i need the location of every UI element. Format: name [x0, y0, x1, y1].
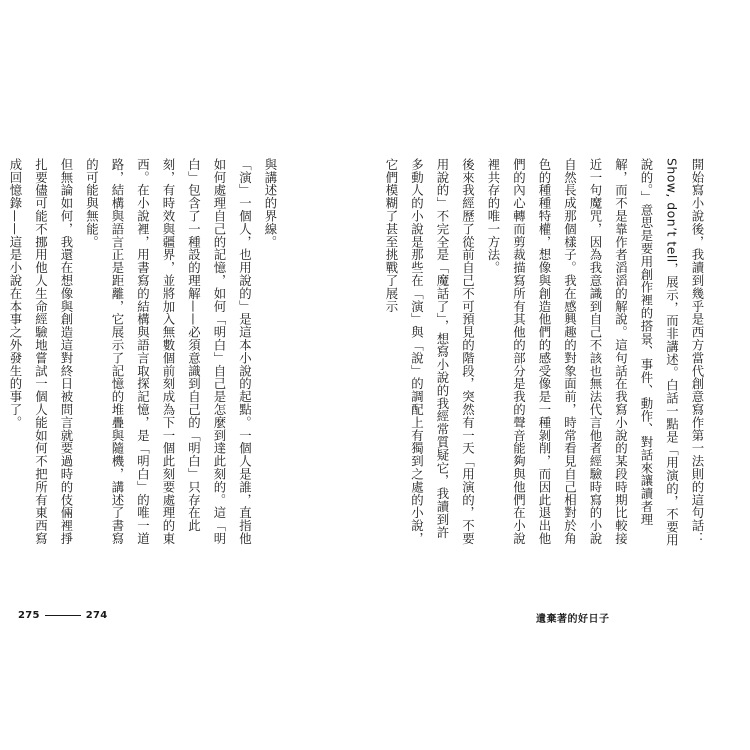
page-number-left: 275 — [18, 610, 40, 621]
folio-rule — [45, 615, 81, 616]
left-paragraph-3: 但無論如何，我還在想像與創造這對終日被問言就要過時的伎倆裡掙扎要儘可能不挪用他人生命經驗地嘗試一個人能如何不把所有東西寫成回憶錄——這是小說在本事之外發生的事了。 — [8, 158, 74, 545]
left-paragraph-1: 與講述的界線。 — [263, 158, 278, 249]
right-paragraph-1: 開始寫小說後，我讀到幾乎是西方當代創意寫作第一法則的這句話：Show, don’t tell，展示，而非講述。白話一點是「用演的，不要用說的。」意思是要用創作裡的搭景、事件、動作、對話來讓讀者理解，而不是靠作者滔滔的解說。這句話在我寫小說的某段時期比較接近一句魔咒，因為我意識到自己不該也無法代言他者經驗時寫的小說自然長成那個樣子。我在感興趣的對象面前，時常看見自己相對於角色的種種特權，想像與創造他們的感受像是一種剝削，而因此退出他們的內心轉而剪裁描寫所有其他的部分是我的聲音能夠與他們在小說裡共存的唯一方法。 — [486, 158, 705, 547]
right-page — [375, 0, 750, 750]
right-paragraph-2: 後來我經歷了從前自己不可預見的階段，突然有一天「用演的，不要用說的」不完全是「魔話了」，想寫小說的我經常質疑它，我讀到許多動人的小說是那些在「演」與「說」的調配上有獨到之處的小說，它們模糊了甚至挑戰了展示 — [384, 158, 476, 545]
right-page-body — [379, 158, 711, 550]
page-folio — [18, 610, 108, 621]
left-page-body — [0, 158, 283, 550]
running-title: 遺棄著的好日子 — [536, 614, 610, 625]
page-number-right: 274 — [85, 610, 108, 621]
left-paragraph-2: 「演」一個人，也用說的」是這本小說的起點。一個人是誰，直指他如何處理自己的記憶，如何「明白」自己是怎麼到達此刻的。這「明白」包含了一種設的理解——必須意識到自己的「明白」只存在此刻，有時效與疆界，並將加入無數個前刻成為下一個此刻要處理的東西。在小說裡，用書寫的結構與語言取探記憶，是「明白」的唯一道路，結構與語言正是距離，它展示了記憶的堆疊與隨機，講述了書寫的可能與無能。 — [84, 158, 253, 545]
left-paragraph-4 — [0, 158, 3, 550]
